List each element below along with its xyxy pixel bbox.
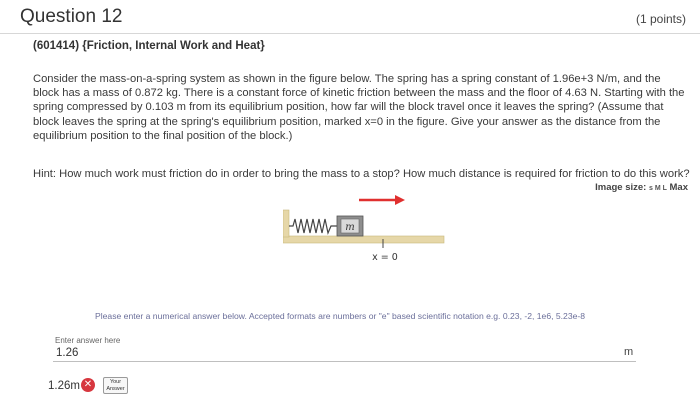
spring-mass-figure bbox=[283, 192, 448, 264]
question-points: (1 points) bbox=[635, 12, 686, 26]
velocity-arrow-icon bbox=[395, 195, 405, 205]
answer-field-label: Enter answer here bbox=[55, 336, 121, 345]
your-answer-line1: Your bbox=[109, 379, 122, 385]
image-size-label: Image size: bbox=[595, 182, 647, 193]
mass-label: m bbox=[345, 222, 355, 233]
image-size-max[interactable]: Max bbox=[669, 182, 688, 193]
your-answer-line2: Answer bbox=[106, 385, 125, 392]
question-hint: Hint: How much work must friction do in order to bring the mass to a stop? How much distance is required for friction to do this work? bbox=[33, 168, 690, 180]
answer-instructions: Please enter a numerical answer below. Accepted formats are numbers or "e" based scientific notation e.g. 0.23, -2, 1e6, 5.23e-8 bbox=[95, 311, 586, 321]
previous-answer: 1.26m bbox=[48, 380, 80, 392]
floor bbox=[283, 236, 444, 243]
question-id-topic: (601414) {Friction, Internal Work and Heat} bbox=[33, 40, 265, 52]
image-size-control bbox=[595, 182, 688, 193]
wrong-answer-icon: ✕ bbox=[81, 378, 95, 392]
spring-icon bbox=[289, 219, 337, 233]
question-title: Question 12 bbox=[20, 6, 123, 27]
your-answer-button[interactable] bbox=[103, 377, 128, 394]
wall bbox=[283, 210, 289, 237]
origin-label: x = 0 bbox=[372, 252, 398, 263]
answer-input[interactable] bbox=[53, 345, 636, 362]
header-divider bbox=[0, 33, 700, 34]
question-body: Consider the mass-on-a-spring system as shown in the figure below. The spring has a spring constant of 1.96e+3 N/m, and the block has a mass of 0.872 kg. There is a constant force of kinetic friction between the mass and the floor of 4.63 N. Starting with the spring compressed by 0.103 m from its equilibrium position, how far will the block travel once it leaves the spring? (Assume that block leaves the spring at the spring's equilibrium position, marked x=0 in the figure. Give your answer as the distance from the equilibrium position to the final position of the block.) bbox=[33, 73, 685, 142]
answer-unit: m bbox=[624, 346, 634, 358]
image-size-options[interactable]: s M L bbox=[648, 185, 667, 192]
